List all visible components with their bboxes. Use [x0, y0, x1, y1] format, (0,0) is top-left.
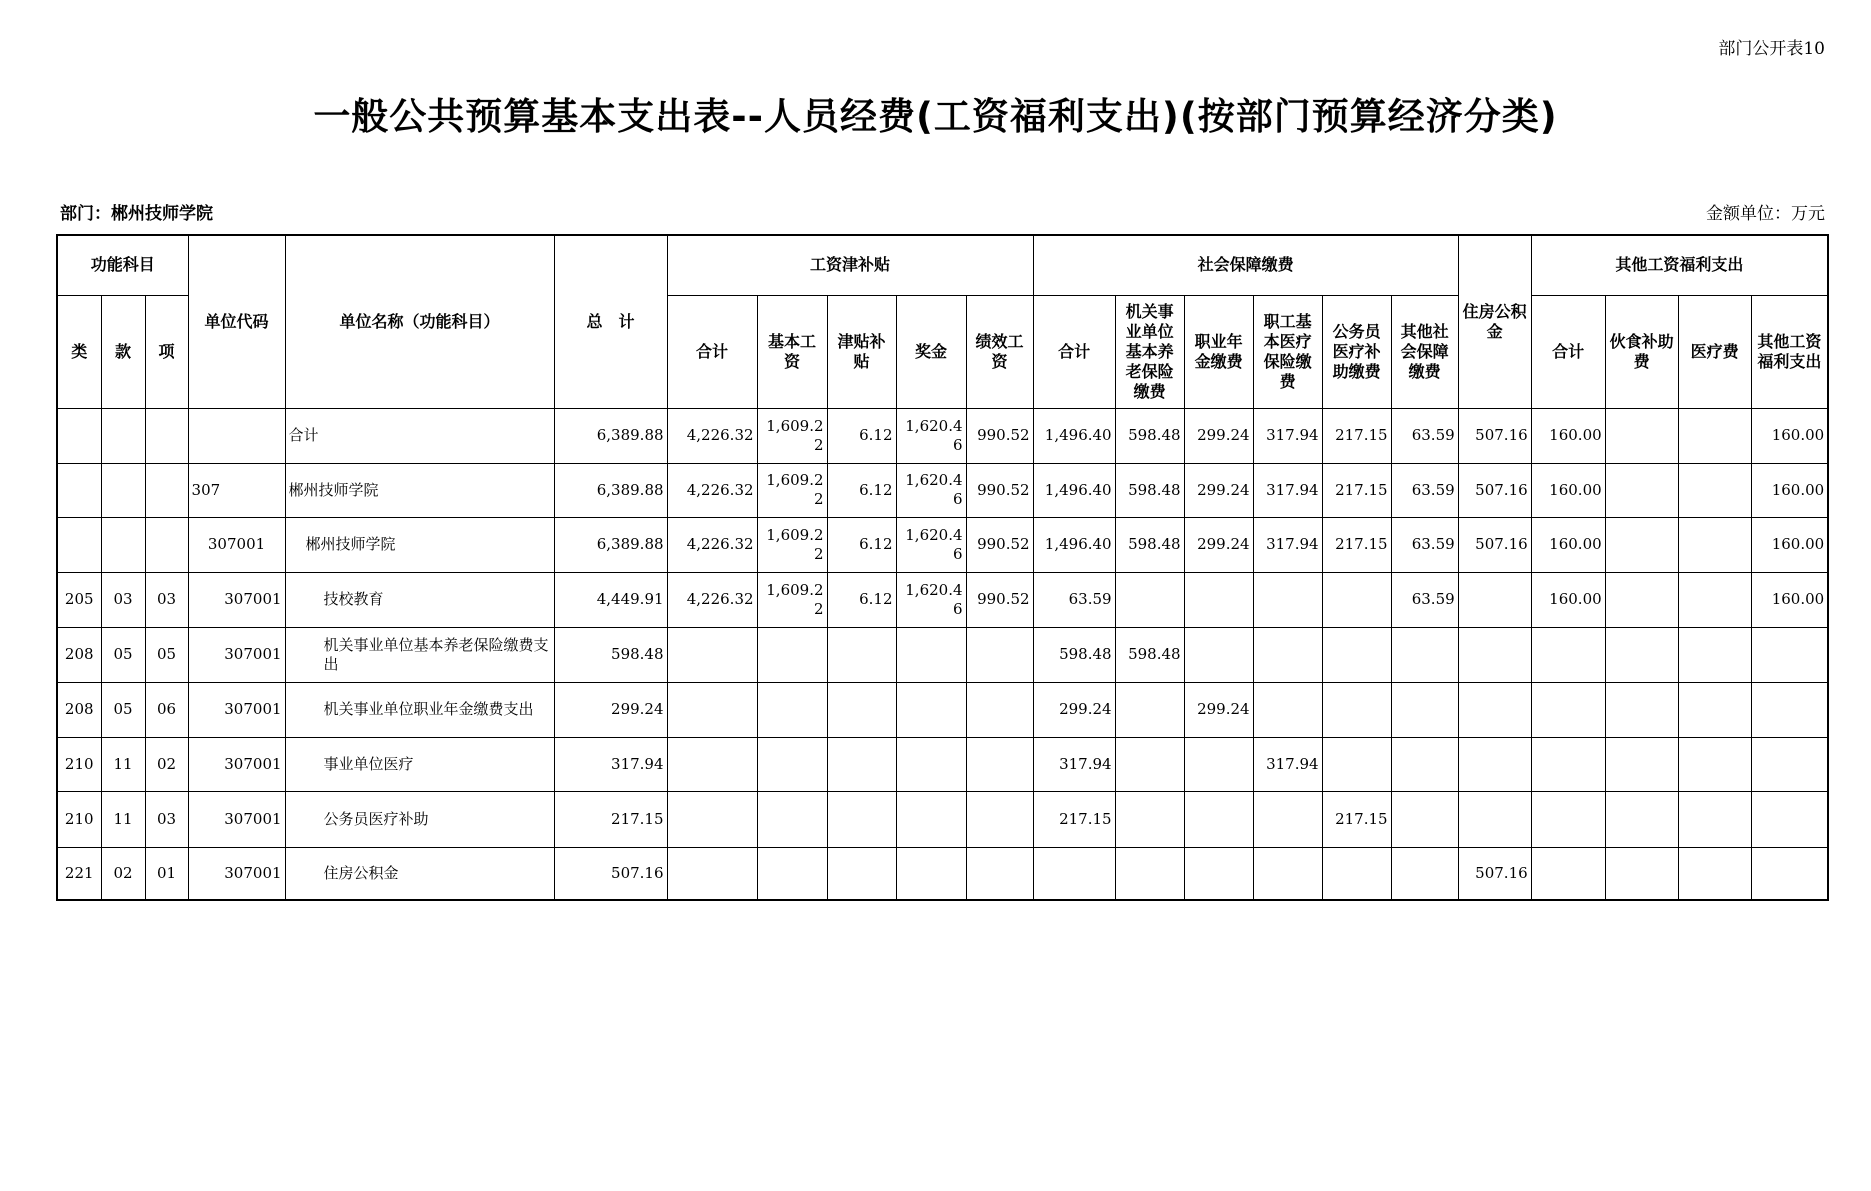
cell-performance: 990.52 — [966, 517, 1033, 572]
cell-bonus — [896, 737, 966, 791]
cell-pension — [1115, 682, 1184, 737]
cell-name: 郴州技师学院 — [285, 517, 554, 572]
cell-housing — [1458, 791, 1531, 847]
cell-civil-medical: 217.15 — [1322, 408, 1391, 463]
table-row — [57, 627, 1828, 682]
cell-bonus — [896, 791, 966, 847]
header-wage-sum: 合计 — [667, 295, 757, 408]
cell-other-social — [1391, 791, 1458, 847]
cell-annuity — [1184, 847, 1253, 900]
header-pension: 机关事业单位基本养老保险缴费 — [1115, 295, 1184, 408]
cell-social-sum: 1,496.40 — [1033, 517, 1115, 572]
cell-medical-fee — [1678, 408, 1751, 463]
cell-other-welfare — [1751, 627, 1828, 682]
cell-code: 307001 — [188, 517, 285, 572]
cell-medical — [1253, 791, 1322, 847]
cell-annuity — [1184, 791, 1253, 847]
cell-medical — [1253, 847, 1322, 900]
cell-allowance — [827, 737, 896, 791]
cell-annuity: 299.24 — [1184, 463, 1253, 517]
cell-code — [188, 408, 285, 463]
cell-basic-wage: 1,609.22 — [757, 408, 827, 463]
header-other-welfare: 其他工资福利支出 — [1751, 295, 1828, 408]
cell-other-welfare: 160.00 — [1751, 517, 1828, 572]
cell-basic-wage: 1,609.22 — [757, 572, 827, 627]
header-func-subject: 功能科目 — [57, 235, 188, 295]
cell-pension — [1115, 572, 1184, 627]
cell-other-welfare — [1751, 847, 1828, 900]
table-row — [57, 517, 1828, 572]
cell-other-social: 63.59 — [1391, 408, 1458, 463]
cell-annuity: 299.24 — [1184, 682, 1253, 737]
cell-name: 机关事业单位职业年金缴费支出 — [285, 682, 554, 737]
cell-meal — [1605, 627, 1678, 682]
cell-total: 217.15 — [554, 791, 667, 847]
cell-other-social — [1391, 737, 1458, 791]
cell-code: 307001 — [188, 627, 285, 682]
cell-name: 技校教育 — [285, 572, 554, 627]
cell-wage-sum — [667, 682, 757, 737]
cell-medical-fee — [1678, 463, 1751, 517]
cell-bonus: 1,620.46 — [896, 517, 966, 572]
cell-allowance — [827, 847, 896, 900]
cell-medical: 317.94 — [1253, 737, 1322, 791]
cell-pension — [1115, 847, 1184, 900]
cell-code: 307001 — [188, 737, 285, 791]
header-meal: 伙食补助费 — [1605, 295, 1678, 408]
cell-performance — [966, 682, 1033, 737]
cell-lei: 205 — [57, 572, 101, 627]
cell-annuity — [1184, 627, 1253, 682]
cell-performance — [966, 791, 1033, 847]
cell-other-social: 63.59 — [1391, 572, 1458, 627]
cell-performance — [966, 847, 1033, 900]
cell-lei — [57, 517, 101, 572]
header-housing: 住房公积金 — [1458, 235, 1531, 408]
cell-other-social — [1391, 682, 1458, 737]
header-civil-medical: 公务员医疗补助缴费 — [1322, 295, 1391, 408]
table-row — [57, 463, 1828, 517]
cell-medical-fee — [1678, 791, 1751, 847]
cell-xiang: 01 — [145, 847, 188, 900]
cell-medical-fee — [1678, 682, 1751, 737]
cell-allowance: 6.12 — [827, 408, 896, 463]
cell-kuan: 05 — [101, 682, 145, 737]
cell-lei: 208 — [57, 682, 101, 737]
cell-performance: 990.52 — [966, 572, 1033, 627]
cell-other-sum — [1531, 791, 1605, 847]
cell-kuan — [101, 517, 145, 572]
cell-other-welfare — [1751, 682, 1828, 737]
cell-wage-sum: 4,226.32 — [667, 517, 757, 572]
cell-name: 住房公积金 — [285, 847, 554, 900]
page-title: 一般公共预算基本支出表--人员经费(工资福利支出)(按部门预算经济分类) — [313, 95, 1558, 138]
cell-civil-medical: 217.15 — [1322, 791, 1391, 847]
cell-meal — [1605, 682, 1678, 737]
cell-social-sum: 217.15 — [1033, 791, 1115, 847]
cell-civil-medical: 217.15 — [1322, 463, 1391, 517]
cell-housing — [1458, 682, 1531, 737]
header-bonus: 奖金 — [896, 295, 966, 408]
cell-other-sum — [1531, 682, 1605, 737]
cell-lei — [57, 463, 101, 517]
cell-civil-medical — [1322, 737, 1391, 791]
cell-housing — [1458, 572, 1531, 627]
cell-xiang — [145, 463, 188, 517]
header-unit-name: 单位名称（功能科目） — [285, 235, 554, 408]
cell-total: 299.24 — [554, 682, 667, 737]
cell-civil-medical — [1322, 682, 1391, 737]
cell-allowance — [827, 627, 896, 682]
cell-wage-sum: 4,226.32 — [667, 572, 757, 627]
cell-other-sum: 160.00 — [1531, 408, 1605, 463]
header-group-social: 社会保障缴费 — [1033, 235, 1458, 295]
header-unit-code: 单位代码 — [188, 235, 285, 408]
cell-total: 507.16 — [554, 847, 667, 900]
cell-pension: 598.48 — [1115, 627, 1184, 682]
cell-xiang: 05 — [145, 627, 188, 682]
budget-table — [56, 234, 1829, 901]
cell-medical-fee — [1678, 847, 1751, 900]
cell-civil-medical — [1322, 847, 1391, 900]
cell-medical: 317.94 — [1253, 463, 1322, 517]
cell-housing: 507.16 — [1458, 463, 1531, 517]
cell-social-sum: 317.94 — [1033, 737, 1115, 791]
cell-code: 307001 — [188, 791, 285, 847]
cell-allowance: 6.12 — [827, 517, 896, 572]
cell-pension — [1115, 737, 1184, 791]
cell-kuan: 03 — [101, 572, 145, 627]
header-group-wage: 工资津补贴 — [667, 235, 1033, 295]
cell-social-sum: 1,496.40 — [1033, 463, 1115, 517]
cell-total: 6,389.88 — [554, 408, 667, 463]
cell-allowance — [827, 682, 896, 737]
cell-kuan: 05 — [101, 627, 145, 682]
table-row — [57, 682, 1828, 737]
cell-annuity — [1184, 572, 1253, 627]
cell-total: 598.48 — [554, 627, 667, 682]
cell-basic-wage — [757, 847, 827, 900]
cell-basic-wage: 1,609.22 — [757, 463, 827, 517]
header-medical: 职工基本医疗保险缴费 — [1253, 295, 1322, 408]
cell-other-sum: 160.00 — [1531, 463, 1605, 517]
cell-total: 6,389.88 — [554, 463, 667, 517]
cell-other-social: 63.59 — [1391, 463, 1458, 517]
amount-unit-label: 金额单位：万元 — [1706, 204, 1825, 224]
cell-basic-wage — [757, 737, 827, 791]
cell-medical — [1253, 572, 1322, 627]
cell-civil-medical — [1322, 572, 1391, 627]
cell-kuan: 11 — [101, 737, 145, 791]
header-performance: 绩效工资 — [966, 295, 1033, 408]
header-allowance: 津贴补贴 — [827, 295, 896, 408]
cell-medical-fee — [1678, 517, 1751, 572]
cell-xiang: 06 — [145, 682, 188, 737]
cell-meal — [1605, 463, 1678, 517]
cell-name: 公务员医疗补助 — [285, 791, 554, 847]
cell-meal — [1605, 572, 1678, 627]
cell-other-sum: 160.00 — [1531, 572, 1605, 627]
cell-housing — [1458, 627, 1531, 682]
cell-wage-sum — [667, 627, 757, 682]
cell-kuan: 11 — [101, 791, 145, 847]
cell-other-sum — [1531, 627, 1605, 682]
cell-other-sum: 160.00 — [1531, 517, 1605, 572]
cell-code: 307001 — [188, 847, 285, 900]
cell-annuity: 299.24 — [1184, 517, 1253, 572]
cell-wage-sum: 4,226.32 — [667, 463, 757, 517]
cell-bonus: 1,620.46 — [896, 408, 966, 463]
header-annuity: 职业年金缴费 — [1184, 295, 1253, 408]
cell-other-social — [1391, 847, 1458, 900]
cell-lei: 221 — [57, 847, 101, 900]
cell-other-sum — [1531, 737, 1605, 791]
cell-code: 307001 — [188, 682, 285, 737]
cell-social-sum: 598.48 — [1033, 627, 1115, 682]
cell-basic-wage: 1,609.22 — [757, 517, 827, 572]
cell-performance — [966, 737, 1033, 791]
cell-meal — [1605, 737, 1678, 791]
cell-xiang — [145, 408, 188, 463]
cell-other-sum — [1531, 847, 1605, 900]
cell-wage-sum — [667, 737, 757, 791]
cell-meal — [1605, 517, 1678, 572]
cell-code: 307001 — [188, 572, 285, 627]
cell-xiang — [145, 517, 188, 572]
cell-social-sum: 63.59 — [1033, 572, 1115, 627]
cell-annuity — [1184, 737, 1253, 791]
cell-total: 4,449.91 — [554, 572, 667, 627]
cell-medical — [1253, 627, 1322, 682]
cell-pension: 598.48 — [1115, 517, 1184, 572]
cell-performance: 990.52 — [966, 463, 1033, 517]
cell-pension: 598.48 — [1115, 463, 1184, 517]
cell-code: 307 — [188, 463, 285, 517]
cell-other-welfare: 160.00 — [1751, 572, 1828, 627]
cell-total: 6,389.88 — [554, 517, 667, 572]
cell-name: 事业单位医疗 — [285, 737, 554, 791]
cell-medical-fee — [1678, 627, 1751, 682]
header-medical-fee: 医疗费 — [1678, 295, 1751, 408]
cell-name: 郴州技师学院 — [285, 463, 554, 517]
cell-kuan: 02 — [101, 847, 145, 900]
table-row — [57, 847, 1828, 900]
cell-other-welfare — [1751, 737, 1828, 791]
cell-other-welfare: 160.00 — [1751, 408, 1828, 463]
cell-performance: 990.52 — [966, 408, 1033, 463]
header-lei: 类 — [57, 295, 101, 408]
cell-medical — [1253, 682, 1322, 737]
cell-medical: 317.94 — [1253, 408, 1322, 463]
cell-lei: 208 — [57, 627, 101, 682]
cell-pension — [1115, 791, 1184, 847]
header-xiang: 项 — [145, 295, 188, 408]
cell-housing: 507.16 — [1458, 847, 1531, 900]
cell-bonus — [896, 627, 966, 682]
cell-social-sum — [1033, 847, 1115, 900]
cell-medical-fee — [1678, 737, 1751, 791]
cell-civil-medical: 217.15 — [1322, 517, 1391, 572]
table-row — [57, 572, 1828, 627]
form-number-label: 部门公开表10 — [1718, 39, 1825, 59]
cell-meal — [1605, 847, 1678, 900]
header-other-social: 其他社会保障缴费 — [1391, 295, 1458, 408]
cell-performance — [966, 627, 1033, 682]
cell-kuan — [101, 463, 145, 517]
cell-xiang: 02 — [145, 737, 188, 791]
cell-civil-medical — [1322, 627, 1391, 682]
cell-housing: 507.16 — [1458, 408, 1531, 463]
cell-wage-sum — [667, 847, 757, 900]
cell-annuity: 299.24 — [1184, 408, 1253, 463]
table-row — [57, 408, 1828, 463]
header-other-sum: 合计 — [1531, 295, 1605, 408]
cell-meal — [1605, 791, 1678, 847]
department-label: 部门：郴州技师学院 — [60, 204, 213, 224]
cell-bonus: 1,620.46 — [896, 463, 966, 517]
cell-wage-sum: 4,226.32 — [667, 408, 757, 463]
cell-lei: 210 — [57, 791, 101, 847]
table-row — [57, 737, 1828, 791]
cell-wage-sum — [667, 791, 757, 847]
cell-xiang: 03 — [145, 791, 188, 847]
cell-housing — [1458, 737, 1531, 791]
cell-xiang: 03 — [145, 572, 188, 627]
cell-other-social: 63.59 — [1391, 517, 1458, 572]
cell-allowance: 6.12 — [827, 572, 896, 627]
cell-name: 机关事业单位基本养老保险缴费支出 — [285, 627, 554, 682]
cell-bonus — [896, 847, 966, 900]
cell-other-social — [1391, 627, 1458, 682]
cell-bonus — [896, 682, 966, 737]
cell-pension: 598.48 — [1115, 408, 1184, 463]
cell-social-sum: 299.24 — [1033, 682, 1115, 737]
cell-medical-fee — [1678, 572, 1751, 627]
cell-bonus: 1,620.46 — [896, 572, 966, 627]
cell-meal — [1605, 408, 1678, 463]
cell-social-sum: 1,496.40 — [1033, 408, 1115, 463]
cell-lei — [57, 408, 101, 463]
cell-name: 合计 — [285, 408, 554, 463]
cell-housing: 507.16 — [1458, 517, 1531, 572]
header-basic-wage: 基本工资 — [757, 295, 827, 408]
table-body — [57, 408, 1828, 900]
cell-allowance — [827, 791, 896, 847]
cell-allowance: 6.12 — [827, 463, 896, 517]
cell-other-welfare: 160.00 — [1751, 463, 1828, 517]
cell-kuan — [101, 408, 145, 463]
header-total: 总 计 — [554, 235, 667, 408]
table-row — [57, 791, 1828, 847]
cell-other-welfare — [1751, 791, 1828, 847]
cell-basic-wage — [757, 682, 827, 737]
header-kuan: 款 — [101, 295, 145, 408]
cell-basic-wage — [757, 791, 827, 847]
cell-lei: 210 — [57, 737, 101, 791]
cell-total: 317.94 — [554, 737, 667, 791]
header-group-other: 其他工资福利支出 — [1531, 235, 1828, 295]
cell-basic-wage — [757, 627, 827, 682]
cell-medical: 317.94 — [1253, 517, 1322, 572]
header-social-sum: 合计 — [1033, 295, 1115, 408]
